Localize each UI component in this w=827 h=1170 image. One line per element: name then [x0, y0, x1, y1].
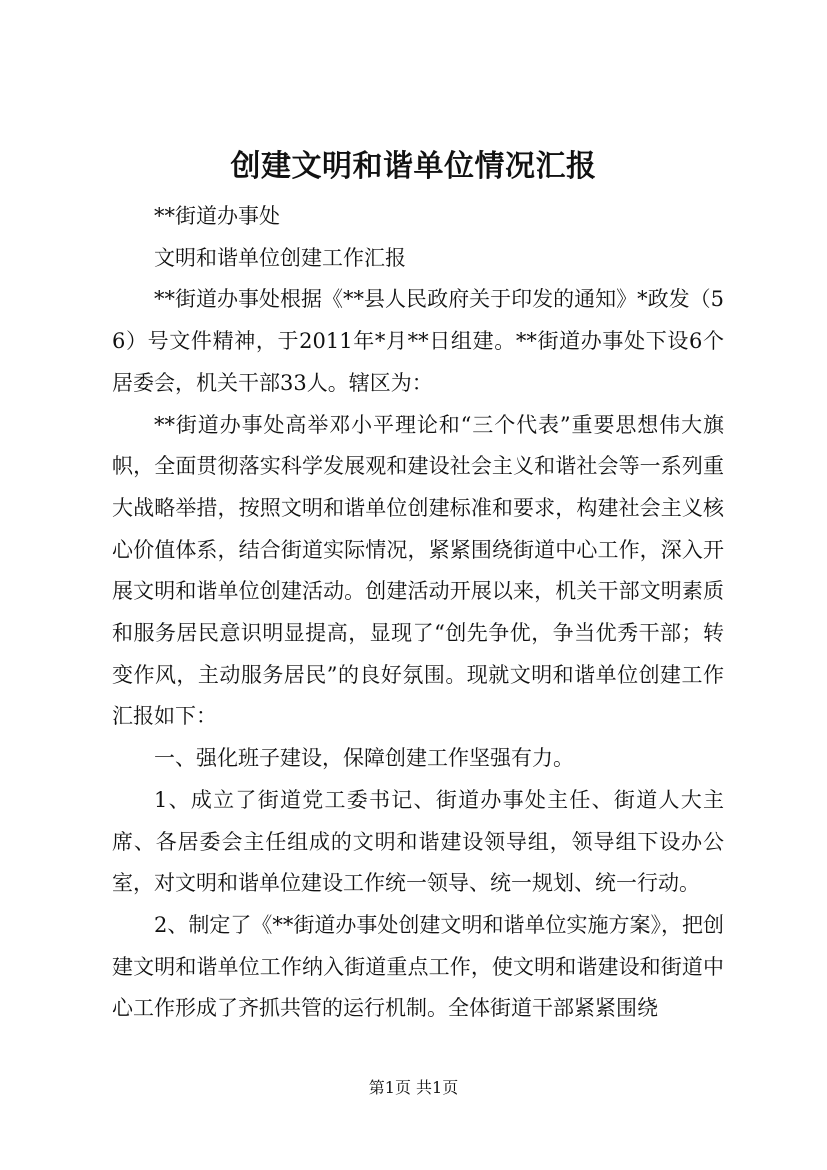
paragraph-item-2: 2、制定了《**街道办事处创建文明和谐单位实施方案》，把创建文明和谐单位工作纳入街道重点工作，使文明和谐建设和街道中心工作形成了齐抓共管的运行机制。全体街道干部紧紧围绕 — [112, 912, 724, 1021]
document-body — [112, 196, 724, 1030]
document-title: 创建文明和谐单位情况汇报 — [230, 149, 597, 184]
paragraph-establishment: **街道办事处根据《**县人民政府关于印发的通知》*政发（56）号文件精神，于2011年*月**日组建。**街道办事处下设6个居委会，机关干部33人。辖区为： — [112, 287, 724, 395]
paragraph-item-1: 1、成立了街道党工委书记、街道办事处主任、街道人大主席、各居委会主任组成的文明和谐建设领导组，领导组下设办公室，对文明和谐单位建设工作统一领导、统一规划、统一行动。 — [112, 787, 724, 896]
page-number-footer: 第1页 共1页 — [368, 1078, 459, 1097]
paragraph-report-subtitle: 文明和谐单位创建工作汇报 — [154, 245, 406, 270]
paragraph-section-heading: 一、强化班子建设，保障创建工作坚强有力。 — [154, 746, 574, 771]
paragraph-office-name: **街道办事处 — [154, 204, 280, 228]
paragraph-overview: **街道办事处高举邓小平理论和“三个代表”重要思想伟大旗帜，全面贯彻落实科学发展观和建设社会主义和谐社会等一系列重大战略举措，按照文明和谐单位创建标准和要求，构建社会主义核心价值体系，结合街道实际情况，紧紧围绕街道中心工作，深入开展文明和谐单位创建活动。创建活动开展以来，机关干部文明素质和服务居民意识明显提高，显现了“创先争优，争当优秀干部；转变作风，主动服务居民”的良好氛围。现就文明和谐单位创建工作汇报如下： — [112, 412, 724, 729]
